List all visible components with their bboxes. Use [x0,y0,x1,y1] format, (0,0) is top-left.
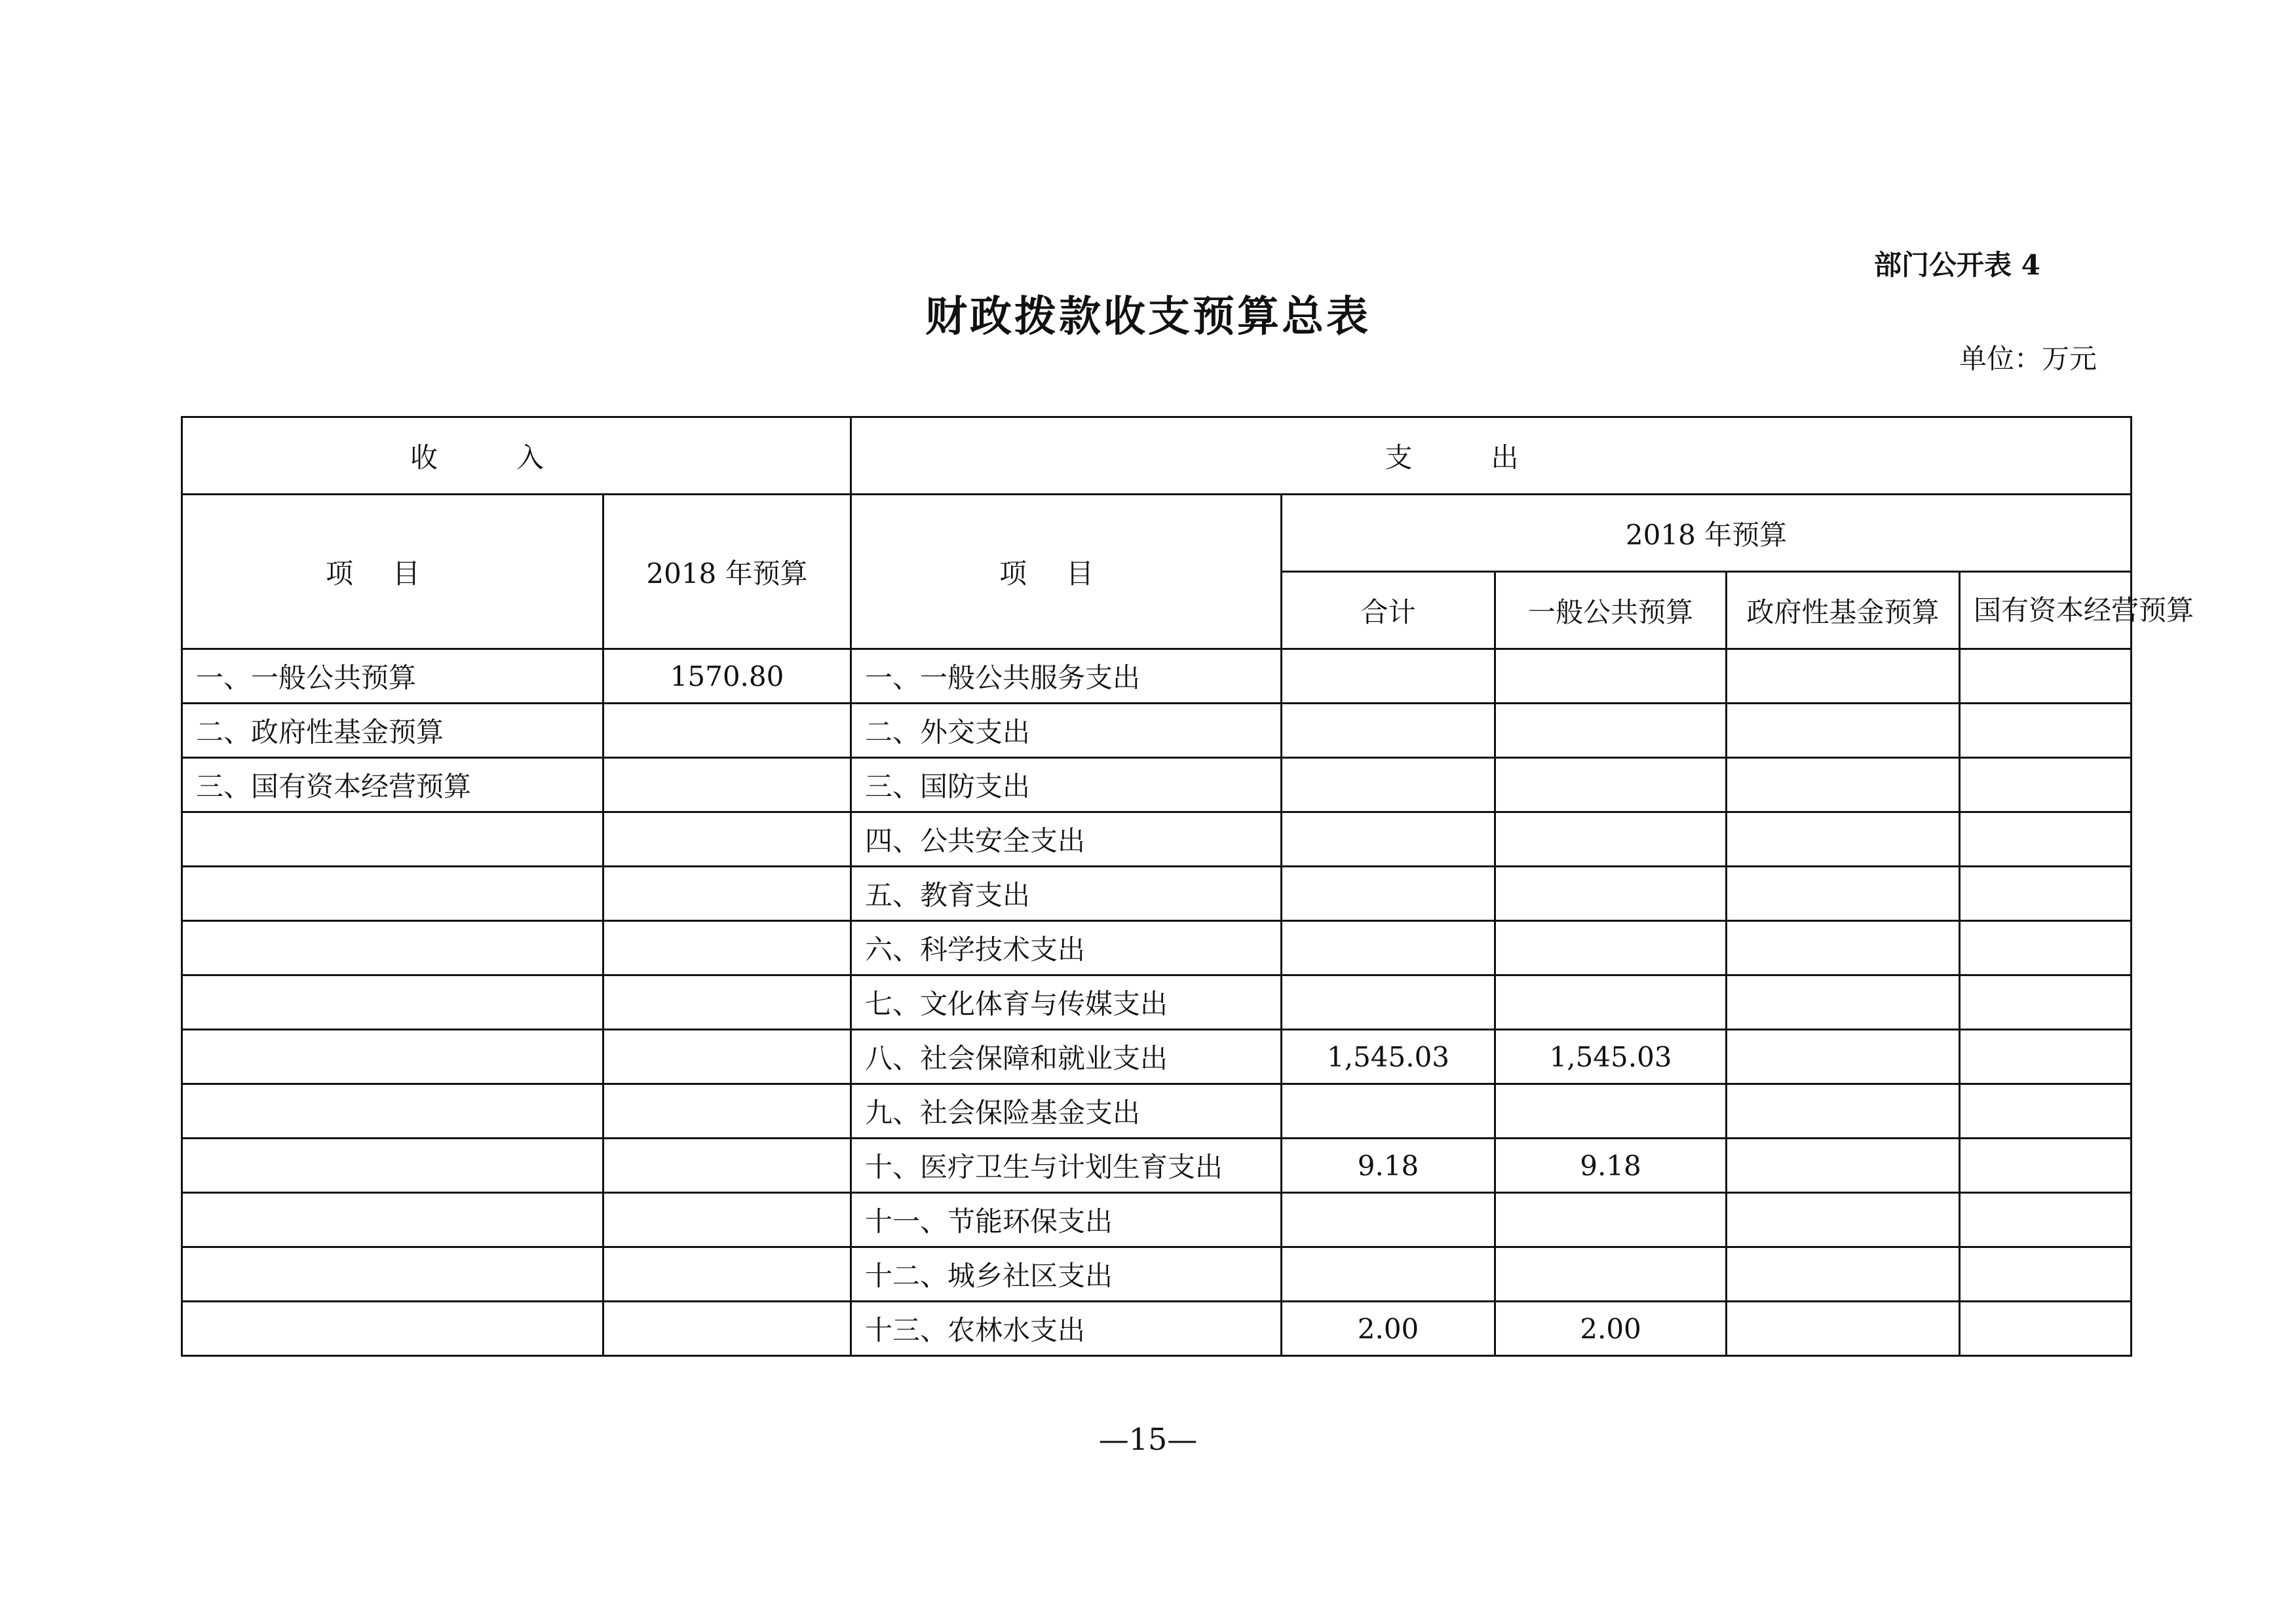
total-cell [1282,812,1495,867]
fund-budget-cell [1727,812,1960,867]
table-row [182,1193,2132,1247]
general-budget-cell [1495,921,1727,975]
fund-budget-cell [1727,758,1960,812]
unit-label: 单位：万元 [1959,343,2097,375]
income-budget-header: 2018 年预算 [603,495,851,649]
state-capital-cell [1960,1030,2132,1084]
state-capital-cell [1960,704,2132,758]
income-item-cell [182,812,603,867]
sub-header-total: 合计 [1282,572,1495,649]
budget-table [181,416,2194,1357]
income-item-cell [182,867,603,921]
total-cell [1282,1247,1495,1302]
page-title [0,283,2296,343]
expense-item-cell: 二、外交支出 [851,704,1282,758]
expense-item-cell: 七、文化体育与传媒支出 [851,975,1282,1030]
expense-item-cell: 十二、城乡社区支出 [851,1247,1282,1302]
total-cell [1282,649,1495,704]
income-amount-cell [603,1084,851,1139]
expense-header: 支出 [1385,441,1598,474]
state-capital-cell [1960,1247,2132,1302]
state-capital-cell [1960,1084,2132,1139]
general-budget-cell [1495,758,1727,812]
expense-item-cell: 四、公共安全支出 [851,812,1282,867]
total-cell [1282,1193,1495,1247]
expense-item-cell: 三、国防支出 [851,758,1282,812]
state-capital-cell [1960,758,2132,812]
income-amount-cell [603,758,851,812]
fund-budget-cell [1727,1139,1960,1193]
state-capital-cell [1960,975,2132,1030]
income-amount-cell [603,1030,851,1084]
general-budget-cell [1495,1193,1727,1247]
header-row-middle [182,495,2132,572]
total-cell [1282,867,1495,921]
table-row [182,867,2132,921]
income-amount-cell [603,812,851,867]
table-label: 部门公开表 4 [1874,249,2040,281]
expense-item-header-cell [851,495,1282,649]
income-amount-cell [603,921,851,975]
header-row-top [182,417,2132,495]
table-row [182,1139,2132,1193]
general-budget-cell: 2.00 [1495,1302,1727,1356]
total-cell [1282,921,1495,975]
income-amount-cell: 1570.80 [603,649,851,704]
general-budget-cell [1495,1247,1727,1302]
expense-budget-header: 2018 年预算 [1282,495,2132,572]
table-row [182,812,2132,867]
fund-budget-cell [1727,1084,1960,1139]
income-amount-cell [603,704,851,758]
table-row [182,1030,2132,1084]
income-header-cell [182,417,851,495]
state-capital-cell [1960,1302,2132,1356]
general-budget-cell [1495,704,1727,758]
income-item-cell [182,921,603,975]
fund-budget-cell [1727,1302,1960,1356]
expense-item-header: 项目 [999,557,1134,590]
fund-budget-cell [1727,867,1960,921]
fund-budget-cell [1727,921,1960,975]
income-item-cell [182,1139,603,1193]
expense-item-cell: 六、科学技术支出 [851,921,1282,975]
expense-item-cell: 十三、农林水支出 [851,1302,1282,1356]
fund-budget-cell [1727,1247,1960,1302]
income-item-cell [182,1030,603,1084]
fund-budget-cell [1727,975,1960,1030]
general-budget-cell [1495,975,1727,1030]
total-cell [1282,975,1495,1030]
table-row [182,649,2132,704]
income-item-cell: 三、国有资本经营预算 [182,758,603,812]
income-header: 收入 [410,441,623,474]
income-item-cell: 一、一般公共预算 [182,649,603,704]
expense-item-cell: 九、社会保险基金支出 [851,1084,1282,1139]
total-cell: 1,545.03 [1282,1030,1495,1084]
sub-header-general: 一般公共预算 [1495,572,1727,649]
income-item-cell [182,975,603,1030]
income-amount-cell [603,1247,851,1302]
total-cell [1282,704,1495,758]
income-amount-cell [603,1193,851,1247]
expense-item-cell: 十一、节能环保支出 [851,1193,1282,1247]
income-item-cell [182,1084,603,1139]
general-budget-cell: 9.18 [1495,1139,1727,1193]
fund-budget-cell [1727,1193,1960,1247]
total-cell [1282,1084,1495,1139]
table-row [182,1302,2132,1356]
total-cell [1282,758,1495,812]
income-amount-cell [603,975,851,1030]
general-budget-cell [1495,867,1727,921]
sub-header-fund: 政府性基金预算 [1727,572,1960,649]
income-item-cell [182,1193,603,1247]
income-amount-cell [603,867,851,921]
expense-item-cell: 十、医疗卫生与计划生育支出 [851,1139,1282,1193]
fund-budget-cell [1727,649,1960,704]
expense-item-cell: 五、教育支出 [851,867,1282,921]
state-capital-cell [1960,649,2132,704]
fund-budget-cell [1727,704,1960,758]
page-title-text: 财政拨款收支预算总表 [925,292,1371,341]
expense-item-cell: 一、一般公共服务支出 [851,649,1282,704]
general-budget-cell [1495,812,1727,867]
state-capital-cell [1960,921,2132,975]
income-item-header-cell [182,495,603,649]
state-capital-cell [1960,1139,2132,1193]
page-number: —15— [1098,1422,1198,1457]
income-item-header: 项目 [325,557,459,590]
total-cell: 9.18 [1282,1139,1495,1193]
table-row [182,1247,2132,1302]
general-budget-cell [1495,1084,1727,1139]
fund-budget-cell [1727,1030,1960,1084]
income-item-cell [182,1247,603,1302]
expense-header-cell [851,417,2132,495]
table-row [182,758,2132,812]
table-row [182,975,2132,1030]
expense-item-cell: 八、社会保障和就业支出 [851,1030,1282,1084]
general-budget-cell [1495,649,1727,704]
income-item-cell [182,1302,603,1356]
table-row [182,704,2132,758]
general-budget-cell: 1,545.03 [1495,1030,1727,1084]
income-amount-cell [603,1139,851,1193]
state-capital-cell [1960,812,2132,867]
table-row [182,921,2132,975]
table-row [182,1084,2132,1139]
state-capital-cell [1960,1193,2132,1247]
sub-header-state-capital: 国有资本经营预算 [1960,572,2132,649]
state-capital-cell [1960,867,2132,921]
income-item-cell: 二、政府性基金预算 [182,704,603,758]
income-amount-cell [603,1302,851,1356]
total-cell: 2.00 [1282,1302,1495,1356]
